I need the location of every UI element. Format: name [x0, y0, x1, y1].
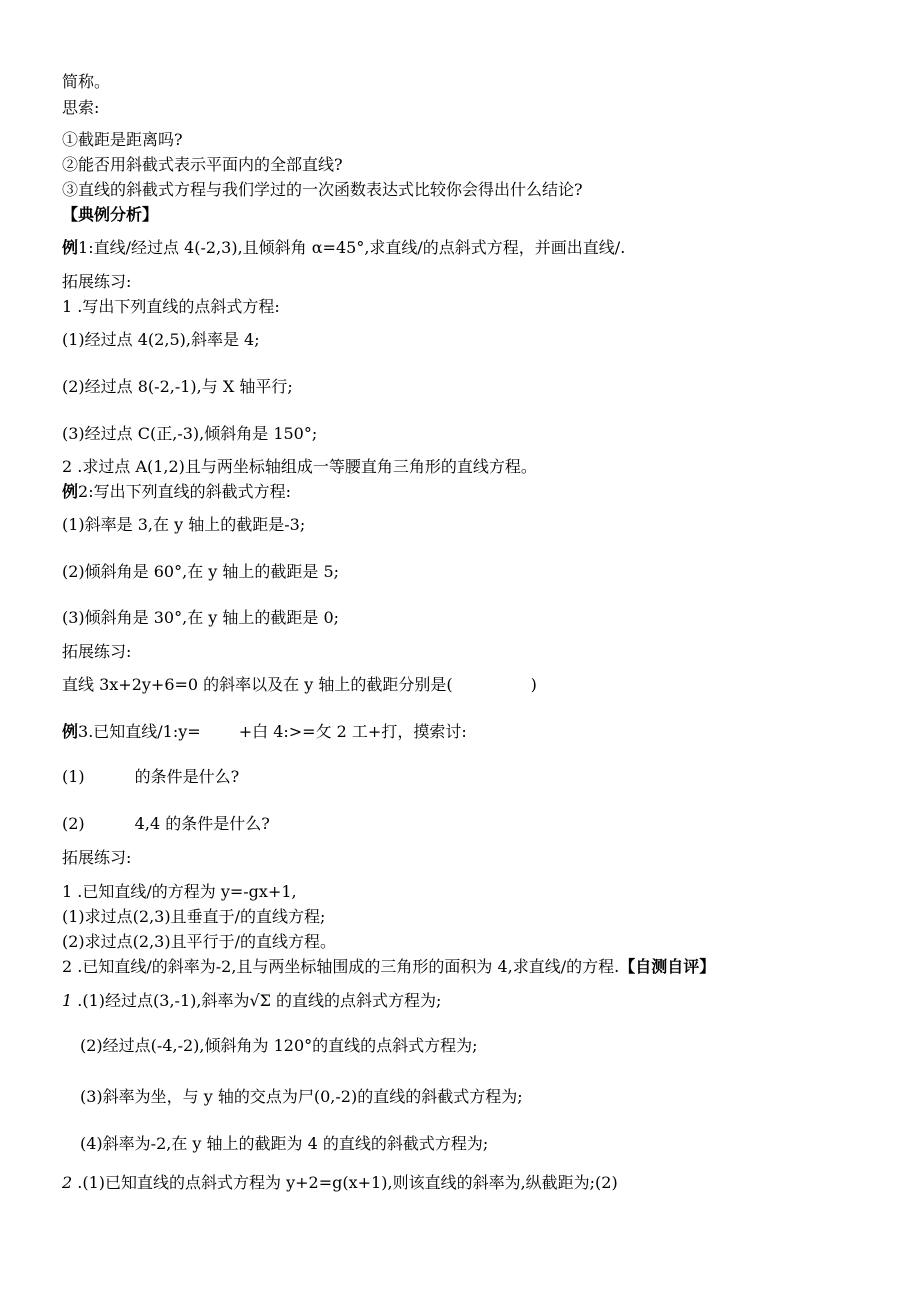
example-label: 例 — [62, 238, 79, 257]
self-test-2 — [62, 1173, 618, 1193]
exercise-text: 2 .已知直线/的斜率为-2,且与两坐标轴围成的三角形的面积为 4,求直线/的方程. — [62, 957, 620, 976]
part-label: (1) — [62, 767, 85, 786]
example-label: 例 — [62, 482, 79, 501]
example-3 — [62, 722, 467, 742]
part-text: 4,4 的条件是什么? — [134, 814, 270, 833]
question-3: ③直线的斜截式方程与我们学过的一次函数表达式比较你会得出什么结论? — [62, 180, 583, 199]
practice-question — [62, 675, 537, 695]
example-1 — [62, 238, 625, 258]
self-test-1-part-3: (3)斜率为坐，与 y 轴的交点为尸(0,-2)的直线的斜截式方程为; — [80, 1087, 523, 1106]
text-line: 思索: — [62, 98, 100, 117]
exercise-2 — [62, 957, 715, 977]
example-2-part-1: (1)斜率是 3,在 y 轴上的截距是-3; — [62, 515, 306, 534]
exercise-1: 1 .写出下列直线的点斜式方程: — [62, 297, 280, 316]
part-label: (2) — [62, 814, 85, 833]
item-number: 2 — [62, 1173, 73, 1192]
example-text-cont: +白 4:>=攵 2 工+打，摸索讨: — [238, 722, 467, 741]
section-heading-self-test: 【自测自评】 — [619, 957, 716, 976]
exercise-1-part-2: (2)经过点 8(-2,-1),与 X 轴平行; — [62, 377, 293, 396]
practice-heading: 拓展练习: — [62, 272, 132, 291]
self-test-1 — [62, 991, 441, 1011]
example-2-part-3: (3)倾斜角是 30°,在 y 轴上的截距是 0; — [62, 608, 340, 627]
self-test-1-part-4: (4)斜率为-2,在 y 轴上的截距为 4 的直线的斜截式方程为; — [80, 1134, 489, 1153]
exercise-1-part-1: (1)经过点 4(2,5),斜率是 4; — [62, 330, 260, 349]
example-2 — [62, 482, 291, 502]
item-number: 1 — [62, 991, 73, 1010]
example-3-part-2 — [62, 814, 270, 834]
question-2: ②能否用斜截式表示平面内的全部直线? — [62, 155, 343, 174]
exercise-1-part-3: (3)经过点 C(正,-3),倾斜角是 150°; — [62, 424, 318, 443]
exercise-1-part-2: (2)求过点(2,3)且平行于/的直线方程。 — [62, 932, 336, 951]
item-text: .(1)已知直线的点斜式方程为 y+2=g(x+1),则该直线的斜率为,纵截距为;(2) — [72, 1173, 618, 1192]
practice-heading: 拓展练习: — [62, 848, 132, 867]
question-text: 直线 3x+2y+6=0 的斜率以及在 y 轴上的截距分别是( — [62, 675, 453, 694]
question-text-end: ) — [530, 675, 537, 694]
example-text: 1:直线/经过点 4(-2,3),且倾斜角 α=45°,求直线/的点斜式方程，并画出直线/. — [78, 238, 626, 257]
practice-heading: 拓展练习: — [62, 642, 132, 661]
exercise-1-part-1: (1)求过点(2,3)且垂直于/的直线方程; — [62, 907, 326, 926]
example-text: 2:写出下列直线的斜截式方程: — [78, 482, 291, 501]
example-label: 例 — [62, 722, 79, 741]
self-test-1-part-2: (2)经过点(-4,-2),倾斜角为 120°的直线的点斜式方程为; — [80, 1036, 478, 1055]
example-2-part-2: (2)倾斜角是 60°,在 y 轴上的截距是 5; — [62, 562, 340, 581]
example-text: 3.已知直线/1:y= — [78, 722, 201, 741]
part-text: 的条件是什么? — [134, 767, 240, 786]
section-heading-examples: 【典例分析】 — [62, 205, 159, 224]
exercise-2: 2 .求过点 A(1,2)且与两坐标轴组成一等腰直角三角形的直线方程。 — [62, 457, 537, 476]
item-text: .(1)经过点(3,-1),斜率为√Σ 的直线的点斜式方程为; — [72, 991, 442, 1010]
example-3-part-1 — [62, 767, 239, 787]
text-line: 简称。 — [62, 72, 111, 91]
question-1: ①截距是距离吗? — [62, 130, 183, 149]
exercise-1: 1 .已知直线/的方程为 y=-gx+1, — [62, 882, 297, 901]
